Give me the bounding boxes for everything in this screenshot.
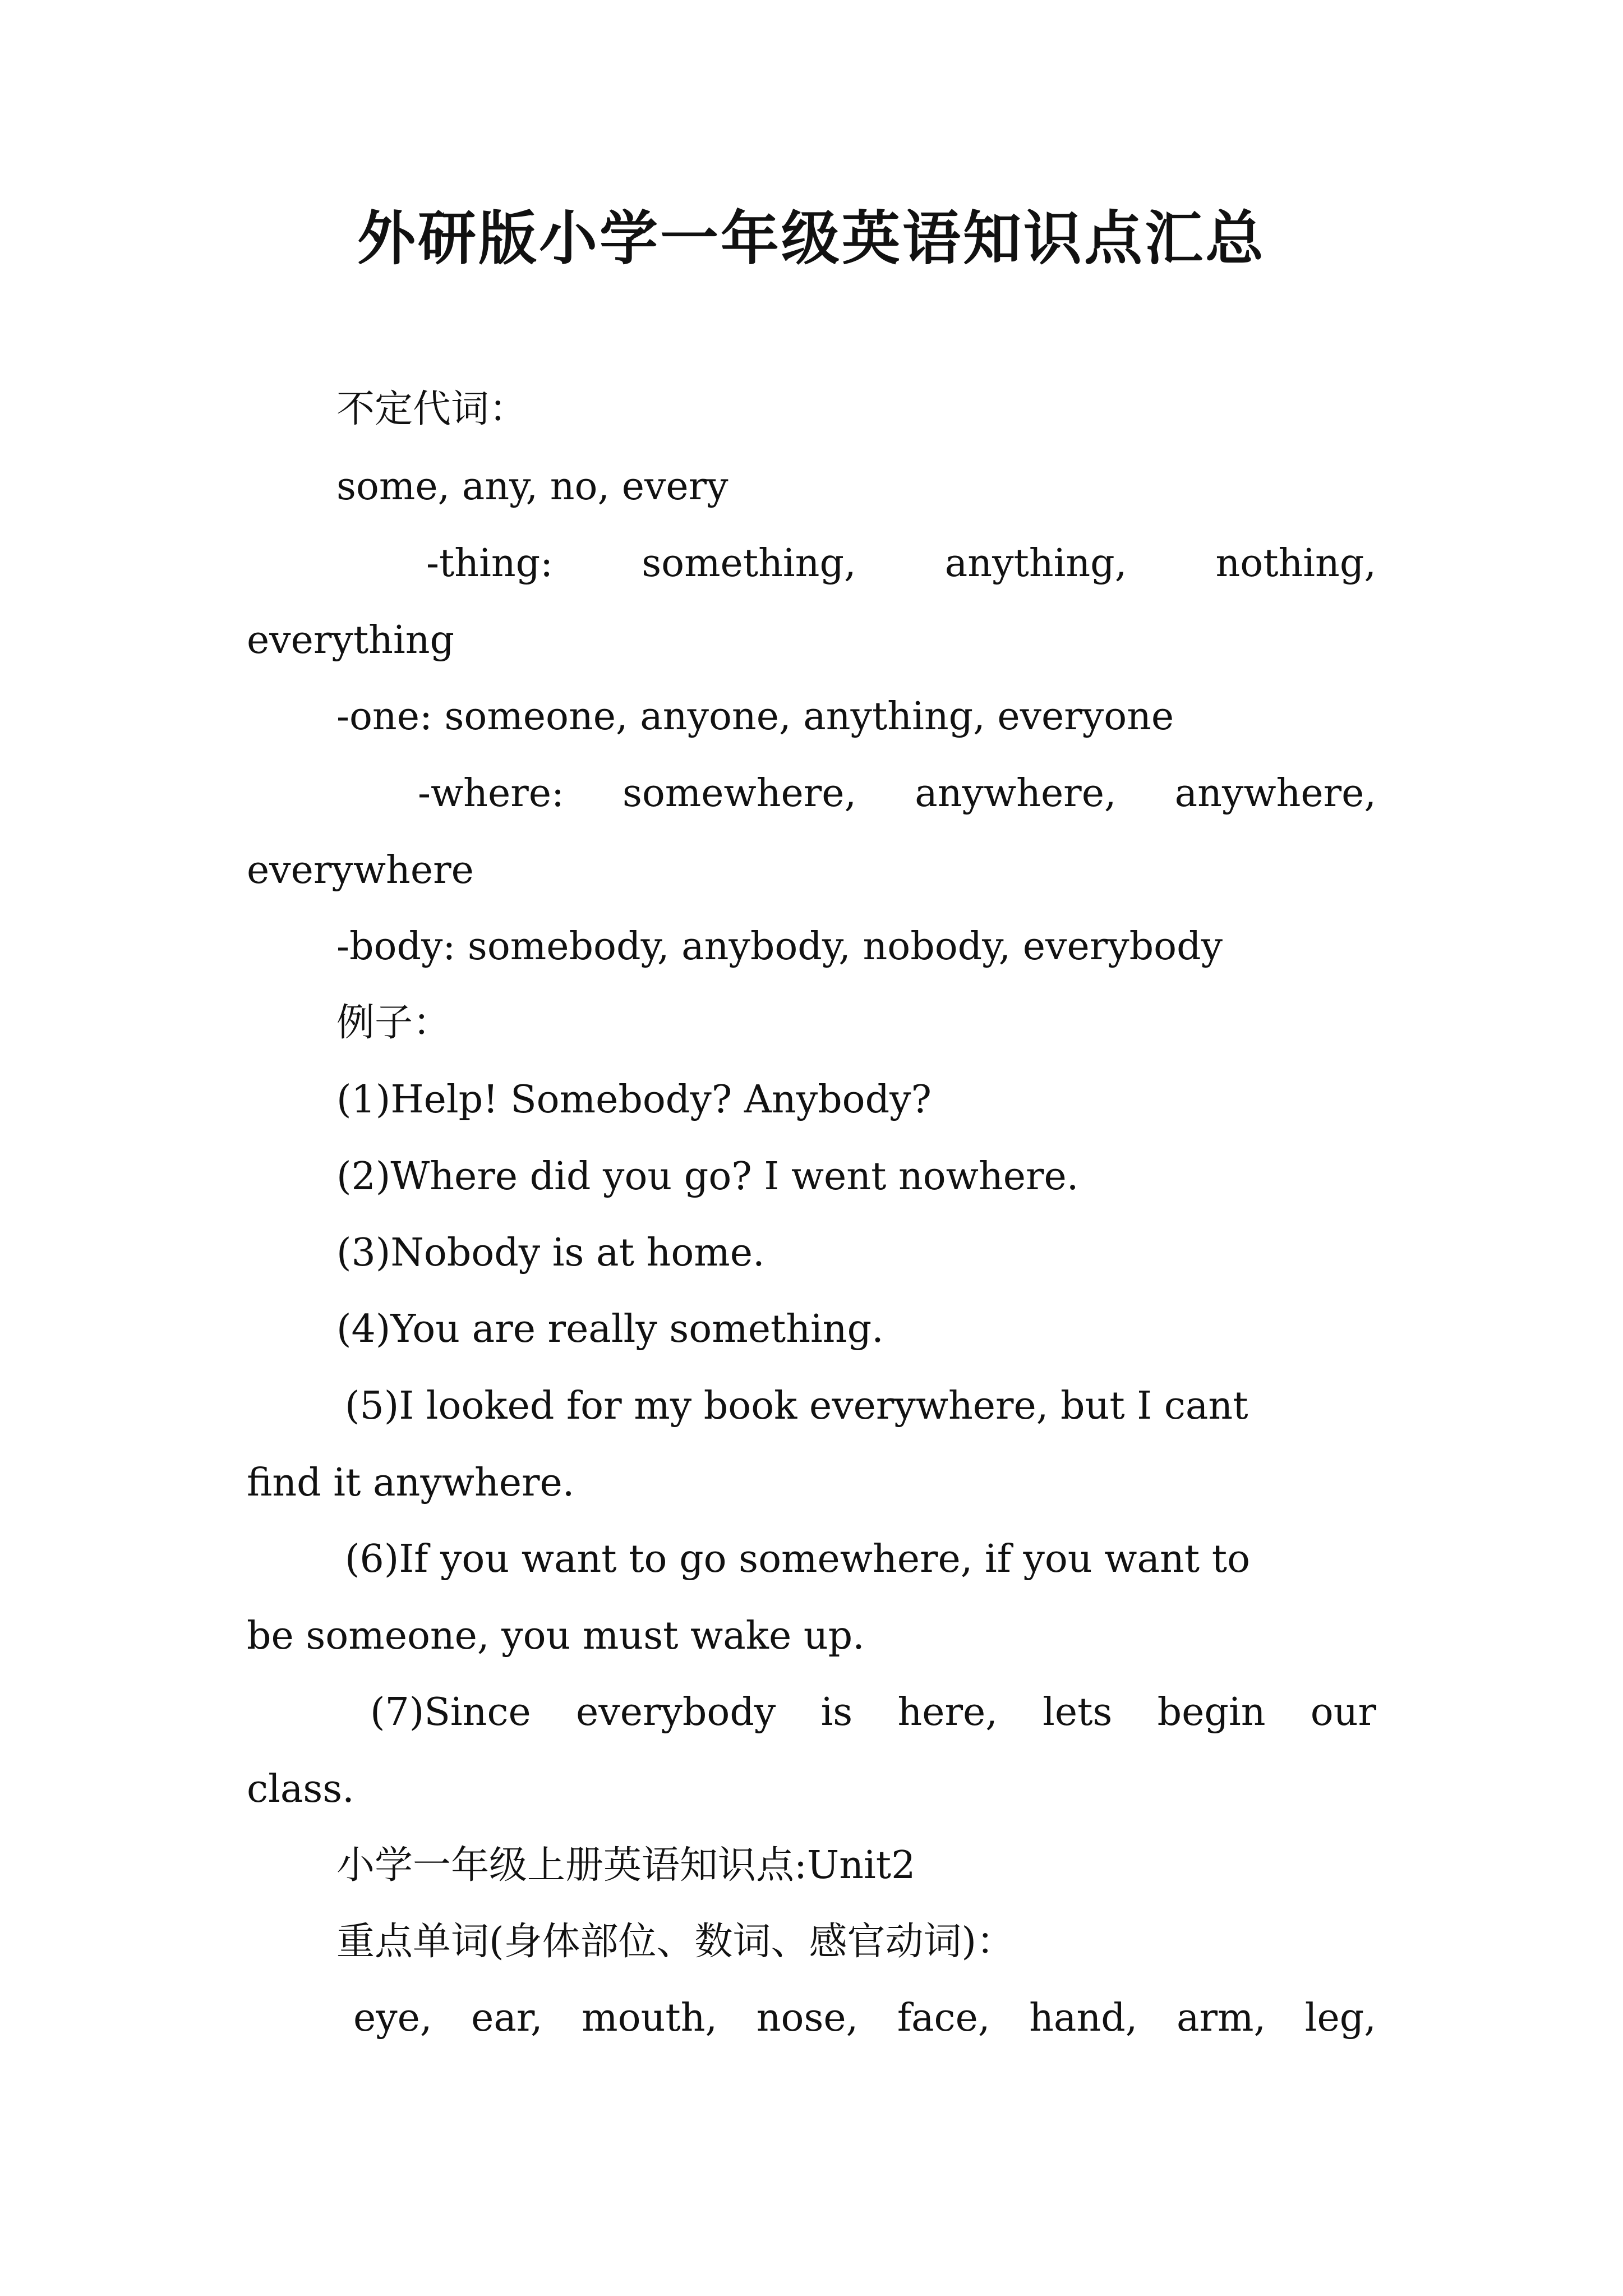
example-line: (2)Where did you go? I went nowhere.	[336, 1154, 1079, 1199]
text-line: everywhere	[247, 848, 474, 892]
word: (7)Since	[370, 1690, 531, 1734]
text-line: some, any, no, every	[336, 464, 728, 509]
example-line-justified	[370, 1685, 1376, 1741]
word: hand,	[1029, 1996, 1138, 2040]
text-line: -body: somebody, anybody, nobody, everybody	[336, 924, 1223, 969]
example-line: (6)If you want to go somewhere, if you want to	[345, 1537, 1251, 1581]
word: eye,	[353, 1996, 432, 2040]
word: nose,	[756, 1996, 859, 2040]
word: -thing:	[426, 541, 554, 586]
word: somewhere,	[622, 771, 857, 816]
word: lets	[1043, 1690, 1113, 1734]
example-line: (1)Help! Somebody? Anybody?	[336, 1078, 932, 1122]
heading-examples: 例子：	[336, 1001, 451, 1045]
vocab-line-justified	[353, 1990, 1376, 2046]
example-line: class.	[247, 1767, 354, 1811]
example-line: (4)You are really something.	[336, 1307, 884, 1351]
word: begin	[1157, 1690, 1266, 1734]
word: -where:	[418, 771, 564, 816]
word: everybody	[576, 1690, 776, 1734]
example-line: be someone, you must wake up.	[247, 1614, 865, 1658]
example-line: find it anywhere.	[247, 1461, 575, 1505]
text-line-justified	[418, 766, 1376, 822]
word: anywhere,	[1174, 771, 1376, 816]
subheading-key-words: 重点单词(身体部位、数词、感官动词)：	[336, 1920, 1015, 1964]
section-heading-unit2: 小学一年级上册英语知识点:Unit2	[336, 1843, 916, 1888]
example-line: (5)I looked for my book everywhere, but I cant	[345, 1384, 1248, 1428]
word: mouth,	[582, 1996, 718, 2040]
word: nothing,	[1215, 541, 1376, 586]
word: anything,	[944, 541, 1127, 586]
word: arm,	[1177, 1996, 1266, 2040]
word: our	[1310, 1690, 1376, 1734]
word: here,	[897, 1690, 998, 1734]
heading-indefinite-pronouns: 不定代词：	[336, 387, 528, 431]
text-line: -one: someone, anyone, anything, everyone	[336, 694, 1174, 739]
example-line: (3)Nobody is at home.	[336, 1231, 765, 1275]
word: anywhere,	[915, 771, 1117, 816]
text-line: everything	[247, 618, 455, 662]
word: leg,	[1304, 1996, 1376, 2040]
page-title: 外研版小学一年级英语知识点汇总	[357, 204, 1266, 273]
word: something,	[642, 541, 856, 586]
word: face,	[897, 1996, 990, 2040]
text-line-justified	[426, 536, 1376, 592]
word: is	[820, 1690, 853, 1734]
word: ear,	[471, 1996, 543, 2040]
